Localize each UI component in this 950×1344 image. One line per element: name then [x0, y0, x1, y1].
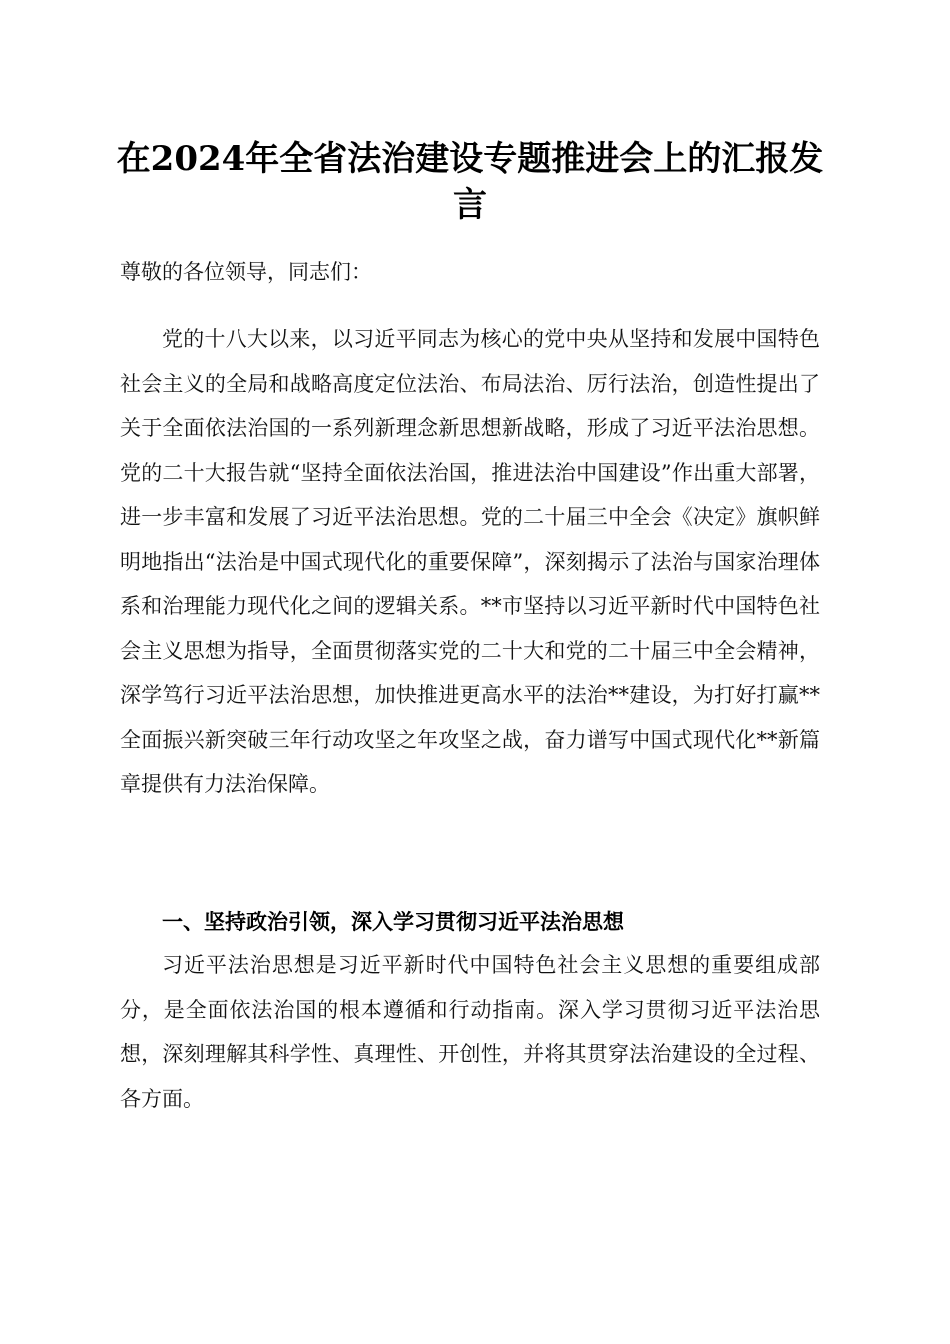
document-title: 在2024年全省法治建设专题推进会上的汇报发言	[116, 139, 824, 225]
salutation: 尊敬的各位领导，同志们：	[120, 260, 372, 284]
section-heading-1: 一、坚持政治引领，深入学习贯彻习近平法治思想	[162, 910, 624, 934]
paragraph-section-1: 习近平法治思想是习近平新时代中国特色社会主义思想的重要组成部分，是全面依法治国的根本遵循和行动指南。深入学习贯彻习近平法治思想，深刻理解其科学性、真理性、开创性，并将其贯穿法治建设的全过程、各方面。	[120, 953, 820, 1111]
paragraph-intro: 党的十八大以来，以习近平同志为核心的党中央从坚持和发展中国特色社会主义的全局和战略高度定位法治、布局法治、厉行法治，创造性提出了关于全面依法治国的一系列新理念新思想新战略，形成了习近平法治思想。党的二十大报告就“坚持全面依法治国，推进法治中国建设”作出重大部署，进一步丰富和发展了习近平法治思想。党的二十届三中全会《决定》旗帜鲜明地指出“法治是中国式现代化的重要保障”，深刻揭示了法治与国家治理体系和治理能力现代化之间的逻辑关系。**市坚持以习近平新时代中国特色社会主义思想为指导，全面贯彻落实党的二十大和党的二十届三中全会精神，深学笃行习近平法治思想，加快推进更高水平的法治**建设，为打好打赢**全面振兴新突破三年行动攻坚之年攻坚之战，奋力谱写中国式现代化**新篇章提供有力法治保障。	[120, 327, 820, 796]
